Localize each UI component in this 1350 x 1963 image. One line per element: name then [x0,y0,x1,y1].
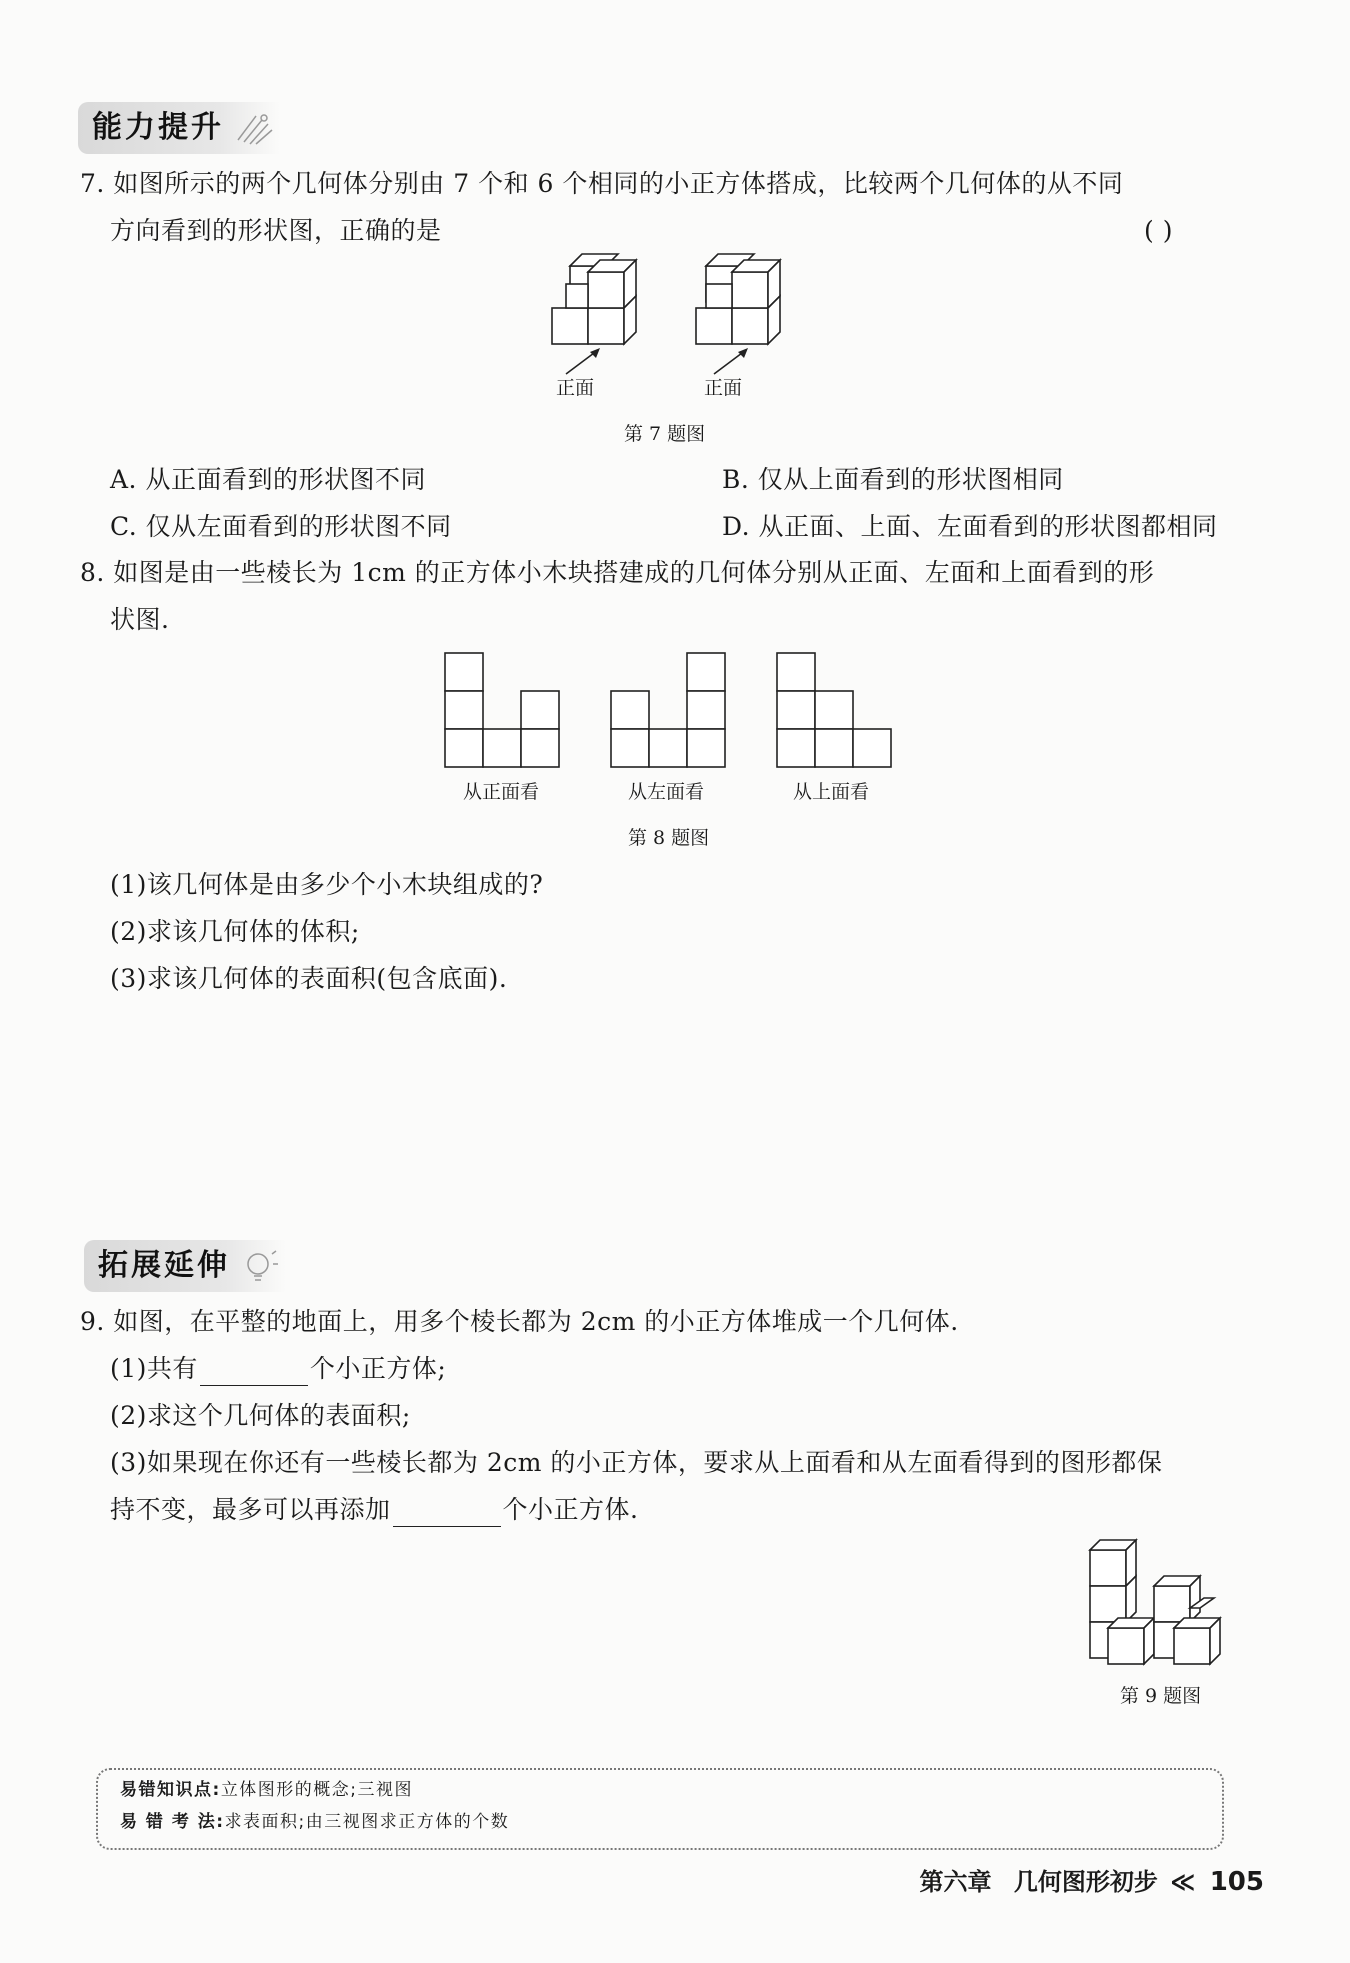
q8-sub3: (3)求该几何体的表面积(包含底面). [110,964,508,993]
q9-stem: 9. 如图，在平整的地面上，用多个棱长都为 2cm 的小正方体堆成一个几何体. [80,1307,959,1336]
note-label-method: 易 错 考 法: [120,1812,225,1832]
q8-stem-line2: 状图. [110,605,170,634]
q8-view-top [776,652,896,770]
note-text-method: 求表面积;由三视图求正方体的个数 [224,1812,510,1832]
q8-stem-line1: 8. 如图是由一些棱长为 1cm 的正方体小木块搭建成的几何体分别从正面、左面和上面看到的形 [80,558,1155,587]
q8-label-front-view: 从正面看 [463,781,540,803]
q8-label-left-view: 从左面看 [628,781,705,803]
q8-label-top-view: 从上面看 [793,781,870,803]
q9-sub2: (2)求这个几何体的表面积; [110,1401,411,1430]
q9-sub1-blank[interactable] [200,1361,308,1386]
footer-chapter: 第六章 [919,1868,992,1896]
q7-figure-solid-a [548,262,648,352]
note-line-knowledge [120,1778,413,1802]
q7-answer-paren: ( ) [1144,216,1173,245]
q9-sub1-suffix: 个小正方体; [309,1354,447,1383]
q9-sub1-prefix: (1)共有 [110,1354,198,1383]
note-line-method [120,1810,509,1834]
q7-option-c: C. 仅从左面看到的形状图不同 [110,512,452,541]
q8-view-front [444,652,564,770]
q9-sub3-blank[interactable] [393,1502,501,1527]
q7-stem-line1: 7. 如图所示的两个几何体分别由 7 个和 6 个相同的小正方体搭成，比较两个几何体的从不同 [80,169,1124,198]
q7-label-front-a: 正面 [556,377,595,399]
q9-sub3-suffix: 个小正方体. [502,1495,639,1524]
section-title: 拓展延伸 [98,1248,230,1283]
note-label-knowledge: 易错知识点: [120,1780,221,1800]
q8-sub1: (1)该几何体是由多少个小木块组成的? [110,870,544,899]
q7-arrow-b [708,346,758,376]
section-heading-ability [78,102,280,154]
q7-label-front-b: 正面 [704,377,743,399]
q7-stem-line2: 方向看到的形状图，正确的是 [110,216,442,245]
q8-figure-caption: 第 8 题图 [628,827,710,849]
double-chevron-left-icon: ≪ [1170,1868,1196,1896]
q7-figure-solid-b [692,262,792,352]
q7-option-d: D. 从正面、上面、左面看到的形状图都相同 [722,512,1218,541]
q7-arrow-a [560,346,610,376]
q7-option-a: A. 从正面看到的形状图不同 [110,465,426,494]
section-heading-extension [84,1240,286,1292]
section-title: 能力提升 [92,110,224,145]
sparkle-icon [234,110,274,146]
q9-sub3-prefix: 持不变，最多可以再添加 [110,1495,391,1524]
q7-option-b: B. 仅从上面看到的形状图相同 [722,465,1064,494]
page-footer [920,1862,1264,1897]
q9-sub3-line1: (3)如果现在你还有一些棱长都为 2cm 的小正方体，要求从上面看和从左面看得到的图形都保 [110,1448,1163,1477]
page-number: 105 [1209,1867,1264,1897]
footer-title: 几何图形初步 [1013,1868,1158,1896]
lightbulb-icon [240,1248,280,1284]
q9-figure-solid [1086,1536,1236,1668]
note-text-knowledge: 立体图形的概念;三视图 [220,1780,414,1800]
q8-sub2: (2)求该几何体的体积; [110,917,360,946]
q7-figure-caption: 第 7 题图 [624,423,706,445]
q8-view-left [610,652,730,770]
q9-sub1 [110,1352,446,1386]
q9-sub3-line2 [110,1493,638,1527]
q9-figure-caption: 第 9 题图 [1120,1685,1202,1707]
